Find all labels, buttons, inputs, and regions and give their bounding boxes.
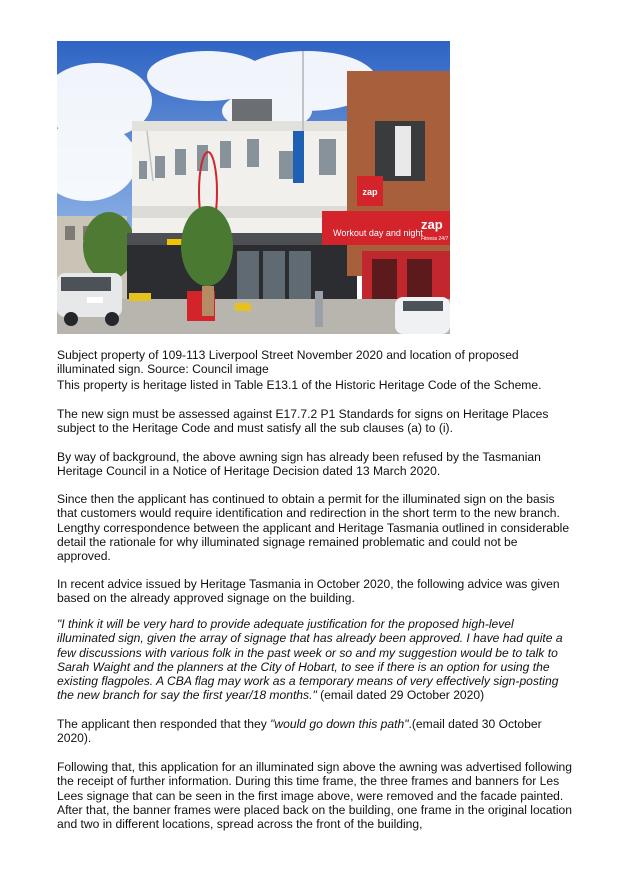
quoted-advice: "I think it will be very hard to provide adequate justification for the proposed high-level illuminated sign, given the array of signage that has already been approved. I have had quite a few discussions with various folk in the past week or so and my suggestion would be to talk to Sarah Waight and the planners at the City of Hobart, to see if there is an option for using the existing flagpoles. A CBA flag may work as a temporary means of very effectively sign-posting the new branch for say the first year/18 months." [57, 617, 563, 703]
paragraph-text: The new sign must be assessed against E17.7.2 P1 Standards for signs on Heritage Places subject to the Heritage Code and must satisfy all the sub clauses (a) to (i). [57, 407, 549, 436]
bollard [315, 291, 323, 327]
blue-banner [293, 131, 304, 183]
sign-zap-small: zap [362, 187, 378, 197]
response-tail: .(email dated 30 October 2020). [57, 717, 542, 746]
sign-zap-large: zap [421, 217, 443, 232]
parked-car-right [395, 297, 450, 334]
paragraph-text: Following that, this application for an illuminated sign above the awning was advertised following the receipt of further information. During this time frame, the three frames and banners for Les Lees signage that can be seen in the first image above, were removed and the facade painted. After that, the banner frames were placed back on the building, one frame in the original location and two in different locations, spread across the front of the building, [57, 760, 572, 832]
paragraph-applicant-permit [57, 492, 572, 563]
paragraph-applicant-response [57, 717, 572, 746]
street-photo [57, 41, 450, 334]
response-quote: "would go down this path" [270, 717, 409, 731]
paragraph-following-that [57, 760, 572, 831]
street-photo-drawing [57, 41, 450, 334]
sign-workout: Workout day and night [333, 228, 423, 238]
paragraph-heritage-listing [57, 378, 572, 392]
paragraph-text: In recent advice issued by Heritage Tasmania in October 2020, the following advice was given based on the already approved signage on the building. [57, 577, 560, 606]
sign-zap-fitness: Fitness 24/7 [421, 236, 449, 242]
paragraph-assessment [57, 407, 572, 436]
paragraph-text: This property is heritage listed in Table E13.1 of the Historic Heritage Code of the Scheme. [57, 378, 542, 392]
paragraph-text: Since then the applicant has continued to obtain a permit for the illuminated sign on the basis that customers would require identification and redirection in the short term to the new branch. Lengthy correspondence between the applicant and Heritage Tasmania outlined in considerable detail the rationale for why illuminated signage remained problematic and could not be approved. [57, 492, 570, 564]
paragraph-recent-advice [57, 577, 572, 606]
paragraph-background [57, 450, 572, 479]
paragraph-text: By way of background, the above awning sign has already been refused by the Tasmanian Heritage Council in a Notice of Heritage Decision dated 13 March 2020. [57, 450, 541, 479]
email-reference: (email dated 29 October 2020) [316, 688, 485, 703]
paragraph-quoted-advice [57, 617, 572, 703]
response-start: The applicant then responded that they [57, 717, 271, 731]
photo-caption: Subject property of 109-113 Liverpool Street November 2020 and location of proposed illuminated sign. Source: Council image [57, 348, 519, 377]
